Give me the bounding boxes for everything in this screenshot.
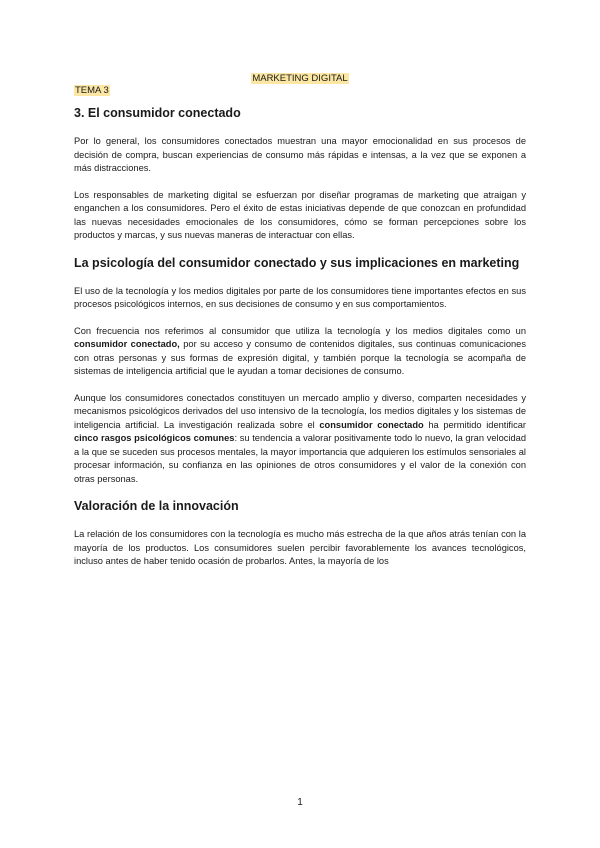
course-title: MARKETING DIGITAL <box>252 73 348 84</box>
innovation-heading: Valoración de la innovación <box>74 499 239 513</box>
section-title: 3. El consumidor conectado <box>74 106 241 120</box>
unit-label <box>74 85 110 96</box>
page-number: 1 <box>297 797 303 808</box>
bold-term: consumidor conectado, <box>74 339 180 349</box>
document-header <box>0 73 600 84</box>
paragraph: El uso de la tecnología y los medios digitales por parte de los consumidores tiene importantes efectos en sus procesos psicológicos internos, en sus decisiones de consumo y en sus comportamientos. <box>74 285 526 309</box>
document-body <box>74 106 526 582</box>
tema-highlight: TEMA 3 <box>75 85 109 96</box>
paragraph: Los responsables de marketing digital se esfuerzan por diseñar programas de marketing que atraigan y enganchen a los consumidores. Pero el éxito de estas iniciativas depende de que conozcan en profundidad las nuevas necesidades emocionales de los consumidores, cómo se forman percepciones sobre los productos y marcas, y sus nuevas maneras de interactuar con ellas. <box>74 189 526 240</box>
bold-term: cinco rasgos psicológicos comunes <box>74 433 235 443</box>
paragraph: La relación de los consumidores con la tecnología es mucho más estrecha de la que años atrás tenían con la mayoría de los productos. Los consumidores suelen percibir favorablemente los avances tecnológicos, incluso antes de haber tenido ocasión de probarlos. Antes, la mayoría de los <box>74 529 526 566</box>
paragraph: Por lo general, los consumidores conectados muestran una mayor emocionalidad en sus procesos de decisión de compra, buscan experiencias de consumo más rápidas e intensas, a la vez que se exponen a más distracciones. <box>74 136 526 173</box>
paragraph-connected-consumer: Con frecuencia nos referimos al consumidor que utiliza la tecnología y los medios digitales como un consumidor conectado, por su acceso y consumo de contenidos digitales, sus continuas comunicaciones con otras personas y sus formas de expresión digital, y también porque la tecnología se acompaña de sistemas de inteligencia artificial que le ayudan a tomar decisiones de consumo. <box>74 325 526 376</box>
psychology-heading: La psicología del consumidor conectado y sus implicaciones en marketing <box>74 255 520 270</box>
paragraph-five-traits: Aunque los consumidores conectados constituyen un mercado amplio y diverso, comparten necesidades y mecanismos psicológicos derivados del uso intensivo de la tecnología, los medios digitales y los sistemas de inteligencia artificial. La investigación realizada sobre el consumidor conectado ha permitido identificar cinco rasgos psicológicos comunes: su tendencia a valorar positivamente todo lo nuevo, la gran velocidad a la que se suceden sus procesos mentales, la mayor importancia que adquieren los estímulos sensoriales al procesar información, su confianza en las opiniones de otros consumidores y el valor de la conexión con otras personas. <box>74 392 526 484</box>
bold-term: consumidor conectado <box>319 419 424 430</box>
